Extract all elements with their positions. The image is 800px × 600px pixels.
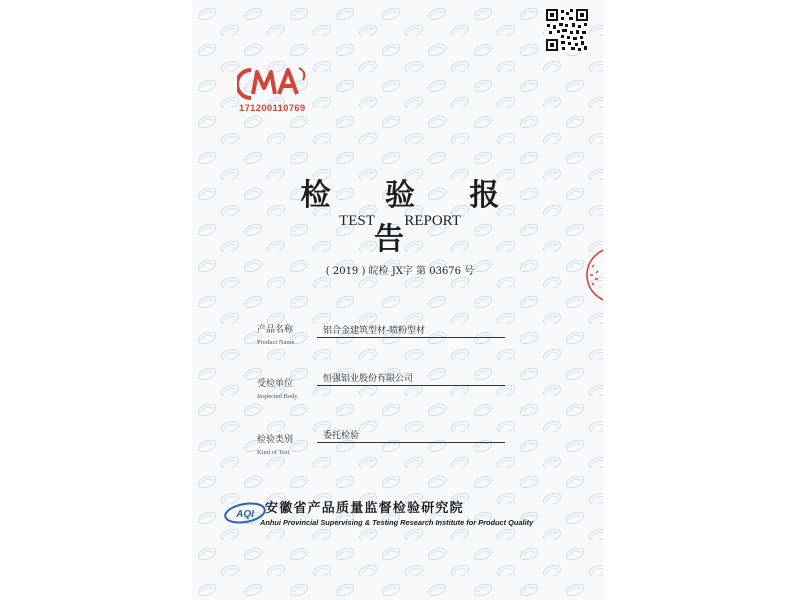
field-label-product-name: 产品名称 [257,325,294,335]
field-value-inspected-body: 恒强铝业股份有限公司 [317,373,505,386]
institute-name-chinese: 安徽省产品质量监督检验研究院 [265,501,464,516]
field-value-kind-of-test: 委托检验 [317,430,505,443]
cma-certificate-number: 171200110769 [239,103,306,114]
field-label-inspected-body-en: Inspected Body [257,393,298,400]
report-title-chinese: 检 验 报 告 [300,178,522,257]
field-label-kind-of-test-en: Kind of Test [257,449,290,456]
institute-name-english: Anhui Provincial Supervising & Testing Research Institute for Product Quality [260,518,534,527]
field-label-product-name-en: Product Name [257,339,295,346]
svg-text:AQI: AQI [236,509,254,520]
field-value-product-name: 铝合金建筑型材-喷粉型材 [317,325,505,338]
report-cover [193,0,603,600]
red-seal-icon [584,245,603,305]
field-label-kind-of-test: 检验类别 [257,435,294,445]
qr-code-icon [545,8,589,52]
report-code: ( 2019 ) 皖检 JX字 第 03676 号 [325,266,475,277]
field-label-inspected-body: 受检单位 [257,379,294,389]
report-title-english: TEST REPORT [339,213,461,229]
